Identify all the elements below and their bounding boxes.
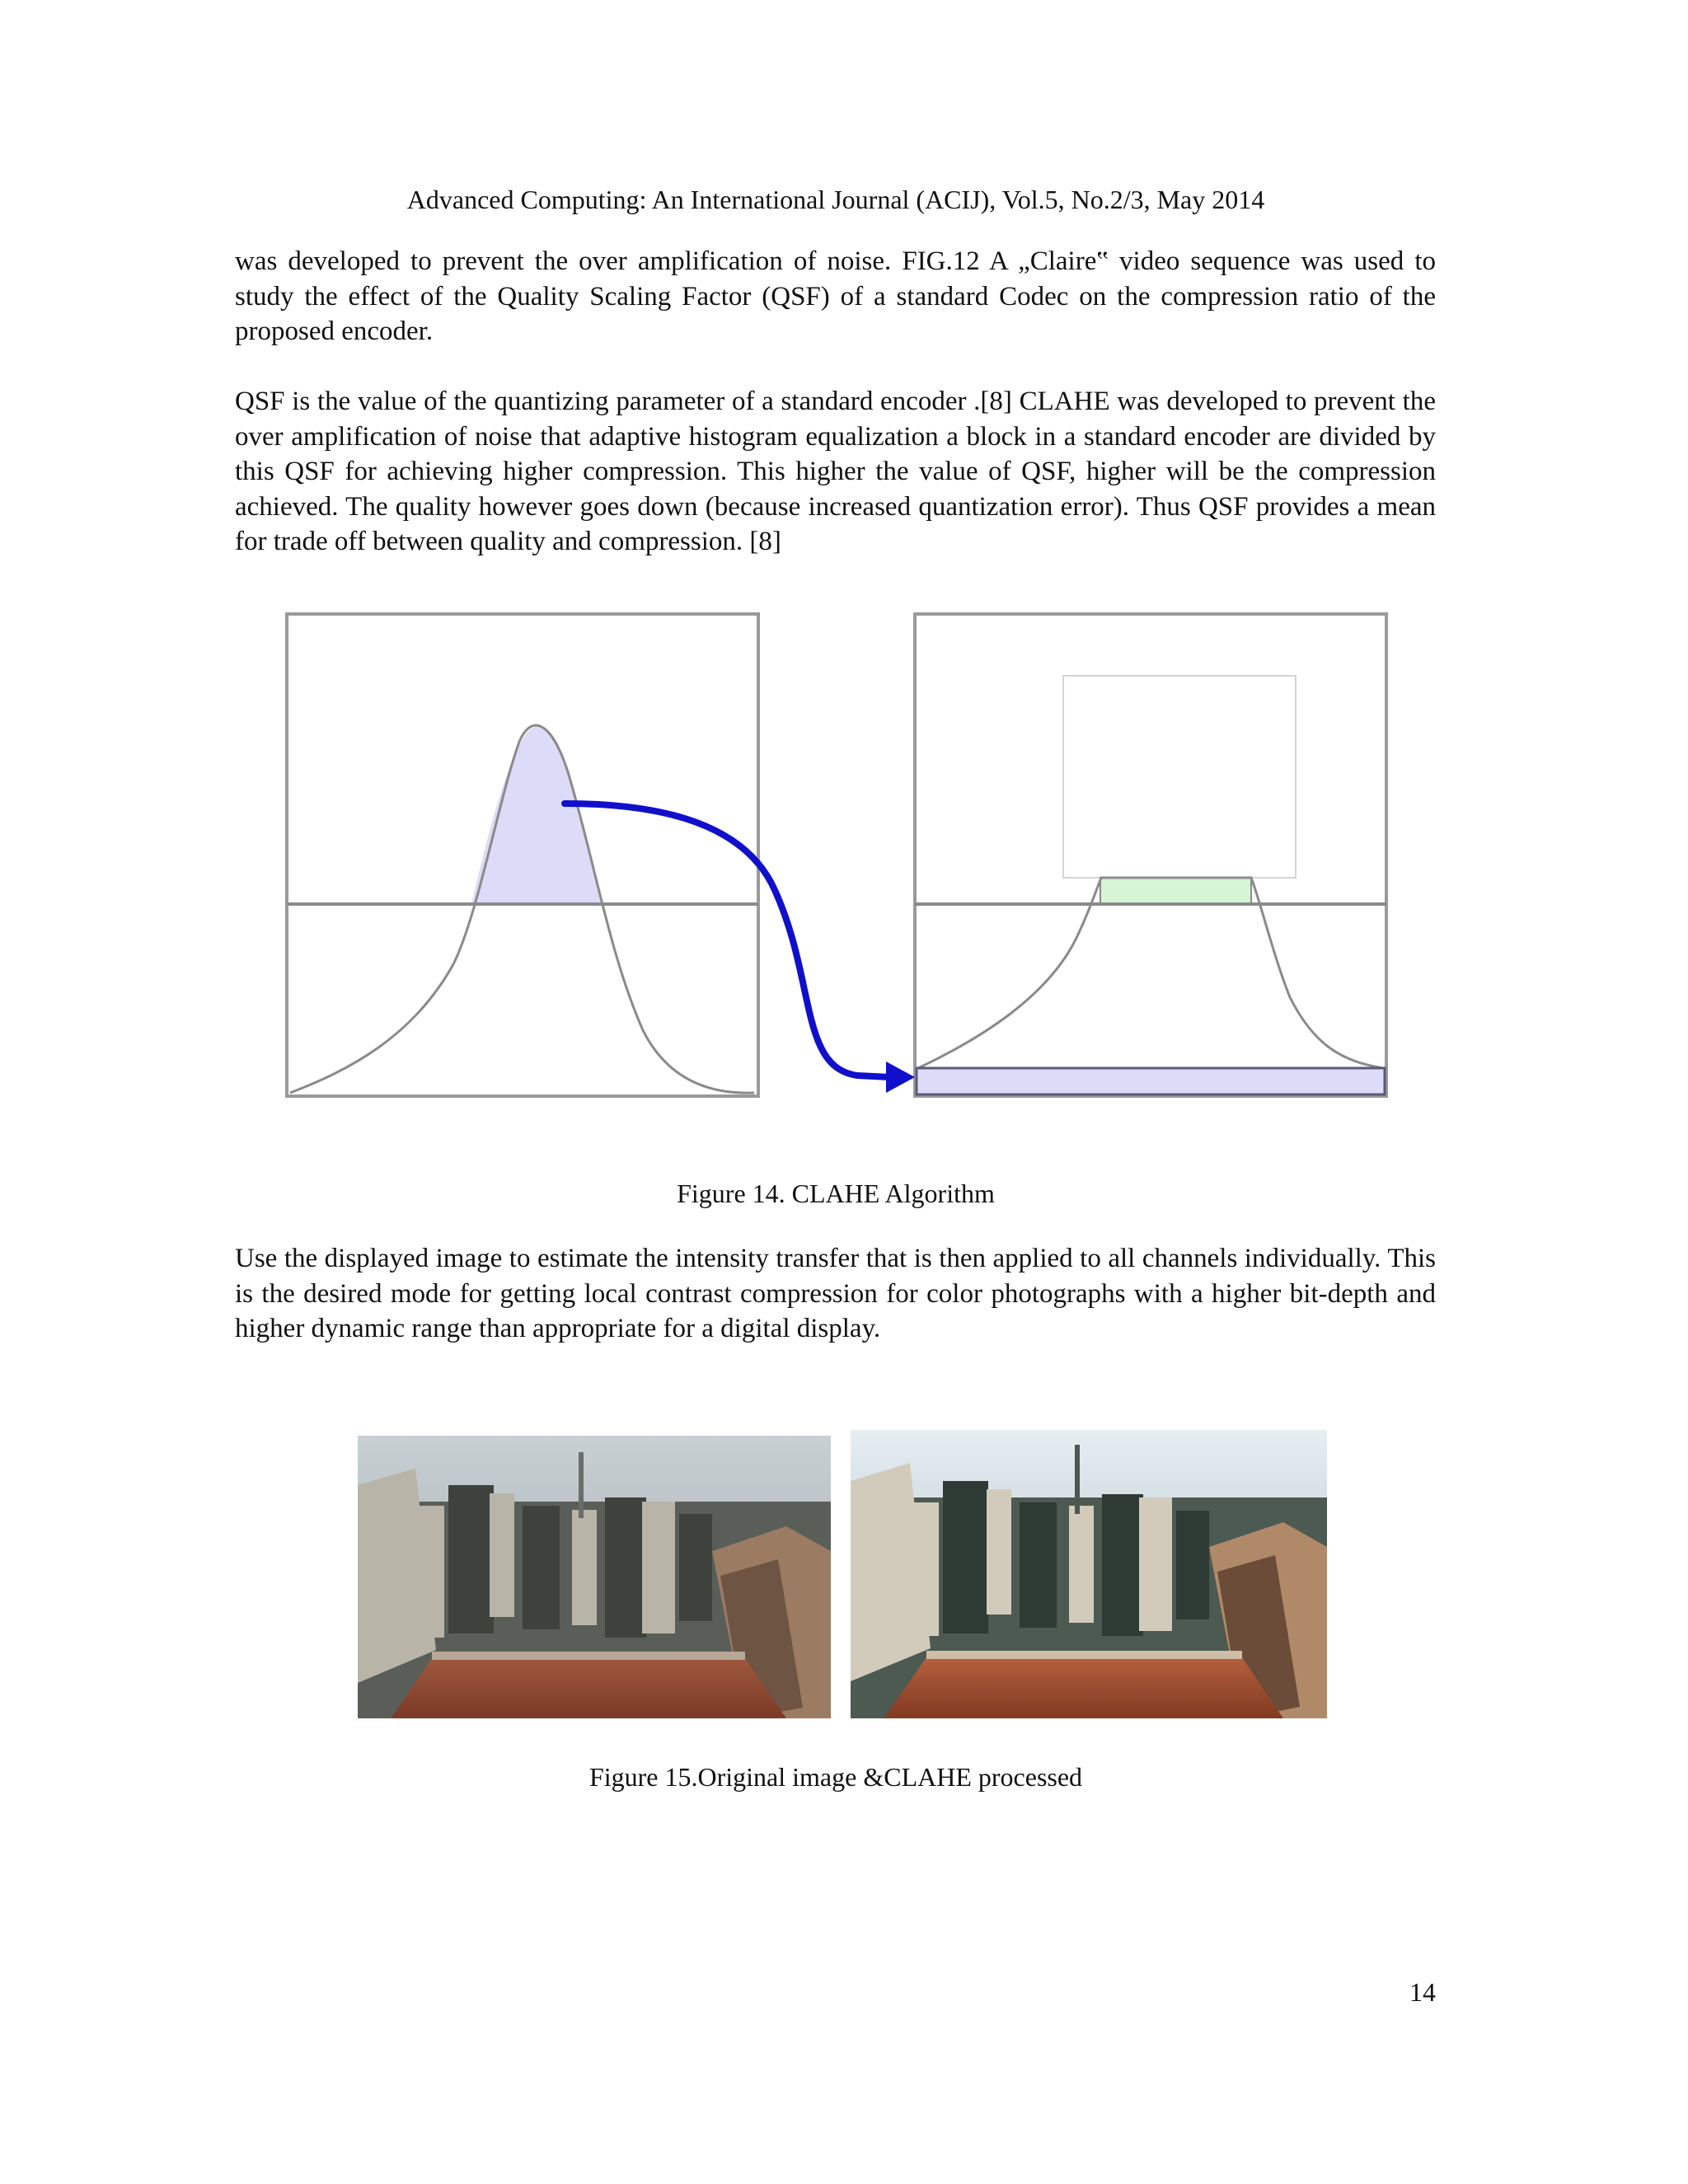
figure-15-caption: Figure 15.Original image &CLAHE processed	[588, 1762, 1083, 1792]
right-histogram-panel	[915, 614, 1386, 1096]
redistributed-band	[917, 1068, 1385, 1094]
page-number: 14	[1409, 1977, 1436, 2007]
left-histogram-panel	[287, 614, 758, 1096]
original-city-photo	[358, 1436, 831, 1718]
paragraph-3: Use the displayed image to estimate the intensity transfer that is then applied to all channels individually. This is the desired mode for getting local contrast compression for color photographs with a higher bit-depth and higher dynamic range than appropriate for a digital display.	[235, 1244, 1436, 1343]
figure-14-caption: Figure 14. CLAHE Algorithm	[677, 1179, 995, 1208]
clahe-processed-city-photo	[851, 1430, 1327, 1718]
running-header: Advanced Computing: An International Journal (ACIJ), Vol.5, No.2/3, May 2014	[406, 185, 1265, 214]
clahe-diagram	[280, 610, 1401, 1121]
paragraph-1: was developed to prevent the over amplification of noise. FIG.12 A „Claire‟ video sequence was used to study the effect of the Quality Scaling Factor (QSF) of a standard Codec on the compression ratio of the proposed encoder.	[235, 246, 1436, 346]
excess-band	[1100, 878, 1251, 904]
paragraph-2: QSF is the value of the quantizing parameter of a standard encoder .[8] CLAHE was developed to prevent the over amplification of noise that adaptive histogram equalization a block in a standard encoder are divided by this QSF for achieving higher compression. This higher the value of QSF, higher will be the compression achieved. The quality however goes down (because increased quantization error). Thus QSF provides a mean for trade off between quality and compression. [8]	[235, 387, 1436, 556]
